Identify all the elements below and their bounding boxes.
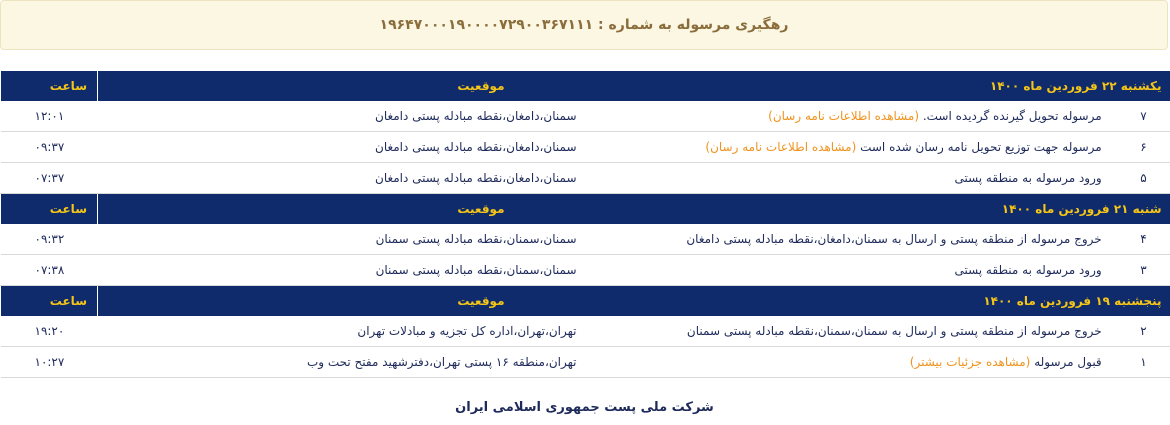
table-row (1, 163, 1170, 194)
event-number: ۶ (1140, 140, 1147, 154)
event-description (585, 255, 1170, 286)
event-location: تهران،تهران،اداره کل تجزیه و مبادلات تهران (98, 316, 585, 347)
more-details-link[interactable]: (مشاهده جزئیات بیشتر) (909, 355, 1031, 369)
event-text: مرسوله جهت توزیع تحویل نامه رسان شده است (860, 140, 1102, 154)
event-time: ۰۹:۳۲ (1, 224, 98, 255)
day-header (1, 286, 1170, 317)
event-time: ۰۷:۳۷ (1, 163, 98, 194)
event-description (585, 101, 1170, 132)
table-row (1, 132, 1170, 163)
table-row (1, 316, 1170, 347)
event-text: خروج مرسوله از منطقه پستی و ارسال به سمنان،سمنان،نقطه مبادله پستی سمنان (686, 324, 1102, 338)
event-description (585, 224, 1170, 255)
table-row (1, 255, 1170, 286)
table-row (1, 101, 1170, 132)
event-time: ۱۰:۲۷ (1, 347, 98, 378)
location-column-header: موقعیت (98, 286, 585, 317)
event-description (585, 316, 1170, 347)
event-time: ۰۷:۳۸ (1, 255, 98, 286)
event-location: سمنان،دامغان،نقطه مبادله پستی دامغان (98, 101, 585, 132)
event-number: ۷ (1140, 109, 1147, 123)
event-location: سمنان،سمنان،نقطه مبادله پستی سمنان (98, 224, 585, 255)
time-column-header: ساعت (1, 286, 98, 317)
day-header (1, 194, 1170, 225)
time-column-header: ساعت (1, 194, 98, 225)
day-date: شنبه ۲۱ فروردین ماه ۱۴۰۰ (585, 194, 1170, 225)
event-description (585, 163, 1170, 194)
table-row (1, 347, 1170, 378)
event-location: سمنان،دامغان،نقطه مبادله پستی دامغان (98, 163, 585, 194)
day-date: پنجشنبه ۱۹ فروردین ماه ۱۴۰۰ (585, 286, 1170, 317)
event-number: ۴ (1140, 232, 1147, 246)
tracking-table (0, 71, 1170, 378)
footer-company-name: شرکت ملی پست جمهوری اسلامی ایران (455, 400, 714, 415)
event-text: خروج مرسوله از منطقه پستی و ارسال به سمنان،دامغان،نقطه مبادله پستی دامغان (686, 232, 1102, 246)
event-location: سمنان،سمنان،نقطه مبادله پستی سمنان (98, 255, 585, 286)
event-number: ۱ (1140, 355, 1147, 369)
location-column-header: موقعیت (98, 194, 585, 225)
day-header (1, 71, 1170, 101)
event-text: ورود مرسوله به منطقه پستی (954, 263, 1102, 277)
day-date: یکشنبه ۲۲ فروردین ماه ۱۴۰۰ (585, 71, 1170, 101)
event-location: سمنان،دامغان،نقطه مبادله پستی دامغان (98, 132, 585, 163)
event-number: ۵ (1140, 171, 1147, 185)
time-column-header: ساعت (1, 71, 98, 101)
event-number: ۲ (1140, 324, 1147, 338)
event-text: مرسوله تحویل گیرنده گردیده است. (922, 109, 1102, 123)
event-time: ۱۲:۰۱ (1, 101, 98, 132)
location-column-header: موقعیت (98, 71, 585, 101)
event-description (585, 347, 1170, 378)
courier-info-link[interactable]: (مشاهده اطلاعات نامه رسان) (768, 109, 919, 123)
tracking-title-bar (0, 0, 1168, 50)
event-text: ورود مرسوله به منطقه پستی (954, 171, 1102, 185)
courier-info-link[interactable]: (مشاهده اطلاعات نامه رسان) (705, 140, 857, 154)
event-time: ۰۹:۳۷ (1, 132, 98, 163)
table-row (1, 224, 1170, 255)
event-time: ۱۹:۲۰ (1, 316, 98, 347)
event-text: قبول مرسوله (1034, 355, 1102, 369)
event-location: تهران،منطقه ۱۶ پستی تهران،دفترشهید مفتح تحت وب (98, 347, 585, 378)
event-number: ۳ (1140, 263, 1147, 277)
page-title: رهگیری مرسوله به شماره : ۱۹۶۴۷۰۰۰۱۹۰۰۰۰۷۲۹۰۰۳۶۷۱۱۱ (379, 17, 789, 33)
event-description (585, 132, 1170, 163)
